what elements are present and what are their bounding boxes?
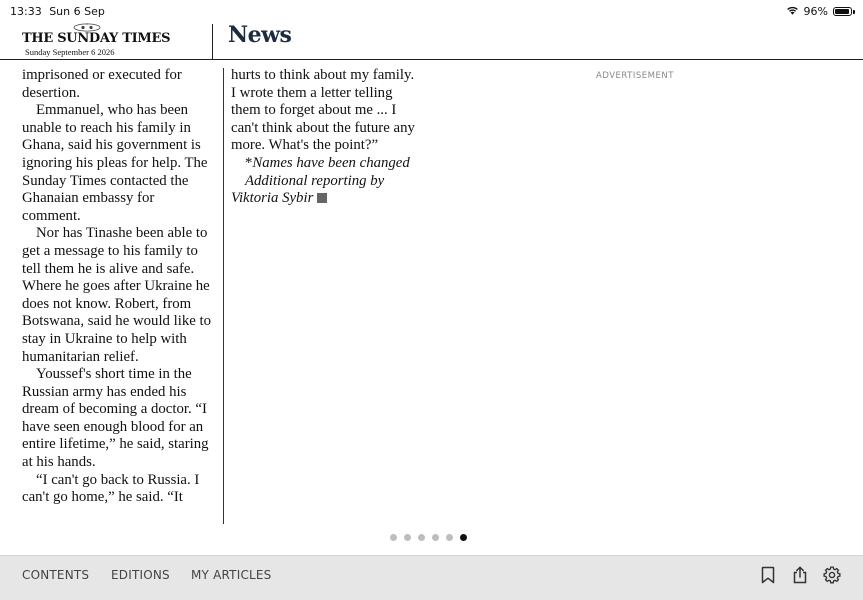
status-time bbox=[10, 5, 105, 18]
advertisement-label: ADVERTISEMENT bbox=[596, 71, 674, 81]
article-paragraph: “I can't go back to Russia. I can't go home,” he said. “It bbox=[22, 471, 200, 506]
page-dot[interactable] bbox=[460, 534, 467, 541]
article-column-1 bbox=[22, 67, 216, 507]
battery-fill bbox=[835, 9, 849, 14]
status-date: Sun 6 Sep bbox=[49, 5, 105, 18]
masthead-title: THE SUNDAY TIMES bbox=[22, 31, 171, 46]
column-divider bbox=[223, 68, 224, 524]
page-dot[interactable] bbox=[390, 534, 397, 541]
article-paragraph: imprisoned or executed for desertion. bbox=[22, 67, 182, 101]
article-paragraph: Emmanuel, who has been unable to reach his family in Ghana, said his government is ignoring his pleas for help. The Sunday Times contacted the Ghanaian embassy for comment. bbox=[22, 102, 208, 224]
battery-cap bbox=[853, 10, 855, 14]
page-indicator[interactable] bbox=[390, 534, 467, 541]
battery-percent: 96% bbox=[803, 5, 828, 18]
page-dot[interactable] bbox=[446, 534, 453, 541]
header-divider bbox=[212, 24, 213, 59]
note-text: Names have been changed bbox=[252, 154, 410, 171]
status-bar bbox=[0, 0, 863, 22]
masthead-date: Sunday September 6 2026 bbox=[25, 47, 115, 57]
bookmark-icon[interactable] bbox=[759, 566, 777, 584]
section-title: News bbox=[228, 22, 292, 48]
end-of-article-icon bbox=[317, 193, 327, 203]
app-header bbox=[0, 22, 863, 60]
bottom-toolbar bbox=[0, 555, 863, 600]
share-icon[interactable] bbox=[791, 566, 809, 584]
article-paragraph: Nor has Tinashe been able to get a message to his family to tell them he is alive and safe. Where he goes after Ukraine he does not know. Robert, from Botswana, said he would like to stay in Ukraine to help with humanitarian relief. bbox=[22, 225, 212, 365]
page-dot[interactable] bbox=[418, 534, 425, 541]
article-column-2 bbox=[231, 67, 421, 208]
reporter-name: Viktoria Sybir bbox=[231, 190, 314, 207]
status-clock: 13:33 bbox=[10, 5, 42, 18]
page-dot[interactable] bbox=[404, 534, 411, 541]
masthead[interactable] bbox=[22, 22, 212, 59]
additional-reporting: Additional reporting by bbox=[245, 172, 385, 189]
editions-link[interactable]: EDITIONS bbox=[111, 568, 170, 582]
article-paragraph: hurts to think about my family. I wrote them a letter telling them to forget about me ... I can't think about the future any more. What's the point?” bbox=[231, 67, 415, 154]
settings-gear-icon[interactable] bbox=[823, 566, 841, 584]
note-asterisk: * bbox=[245, 154, 253, 171]
battery-icon bbox=[833, 7, 852, 16]
status-right bbox=[786, 5, 855, 18]
contents-link[interactable]: CONTENTS bbox=[22, 568, 90, 582]
my-articles-link[interactable]: MY ARTICLES bbox=[191, 568, 272, 582]
names-changed-note bbox=[231, 155, 421, 173]
article-paragraph: Youssef's short time in the Russian army has ended his dream of becoming a doctor. “I have seen enough blood for an entire lifetime,” he said, staring at his hands. bbox=[22, 366, 209, 471]
reporter-line bbox=[231, 190, 421, 208]
wifi-icon bbox=[786, 5, 799, 18]
page-dot[interactable] bbox=[432, 534, 439, 541]
